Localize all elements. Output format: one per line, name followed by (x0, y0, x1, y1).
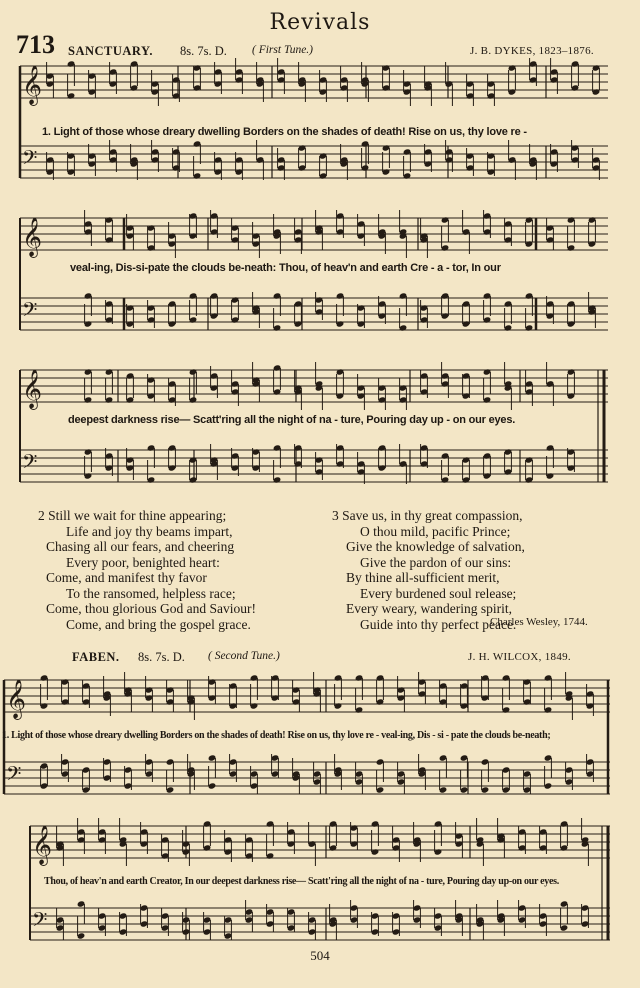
tune1-system-2 (0, 214, 640, 344)
treble-staff (4, 680, 610, 712)
tune2-name: FABEN. (72, 650, 120, 664)
verse-line: Every poor, benighted heart: (66, 554, 220, 570)
treble-clef-icon: 𝄞 (22, 65, 43, 105)
verse-line: By thine all-sufficient merit, (346, 570, 500, 585)
treble-clef-icon: 𝄞 (22, 217, 43, 257)
verse-line: Come, and manifest thy favor (46, 570, 207, 585)
barlines (124, 218, 536, 330)
bass-clef-icon: 𝄢 (22, 146, 38, 174)
bass-clef-icon: 𝄢 (22, 298, 38, 326)
page-number: 504 (310, 948, 330, 963)
verse-line: To the ransomed, helpless race; (66, 585, 236, 601)
hymn-number: 713 (16, 30, 55, 59)
verse-line: Give the knowledge of salvation, (346, 539, 525, 554)
verse-3 (332, 508, 525, 632)
treble-clef-icon: 𝄞 (22, 369, 43, 409)
tune1-lyric-line-1: 1. Light of those whose dreary dwelling Borders on the shades of death! Rise on us, thy love re - (42, 126, 527, 138)
bass-staff (30, 908, 610, 940)
tune2-composer: J. H. WILCOX, 1849. (468, 651, 571, 663)
verse-2 (38, 508, 256, 632)
tune1-note: ( First Tune.) (252, 44, 314, 56)
tune1-lyric-line-3: deepest darkness rise— Scatt'ring all the night of na - ture, Pouring day up - on our eyes. (68, 414, 516, 426)
tune2-lyric-line-2: Thou, of heav'n and earth Creator, In our deepest darkness rise— Scatt'ring all the night of na - ture, Pouring day up-on our eyes. (44, 876, 559, 887)
verse-line: Give the pardon of our sins: (360, 554, 512, 570)
tune1-meter: 8s. 7s. D. (180, 44, 227, 58)
bass-staff (20, 146, 608, 178)
tune2-system-1 (0, 676, 640, 806)
tune1-name: SANCTUARY. (68, 44, 154, 58)
section-title: Revivals (269, 10, 371, 35)
bass-staff (4, 762, 610, 794)
treble-clef-icon: 𝄞 (32, 825, 53, 865)
verse-line: Guide into thy perfect peace. (360, 616, 517, 632)
verse-line: 2 Still we wait for thine appearing; (38, 508, 227, 523)
tune2-note: ( Second Tune.) (208, 650, 280, 662)
verse-line: 3 Save us, in thy great compassion, (332, 508, 523, 523)
verse-line: Every weary, wandering spirit, (346, 601, 512, 616)
tune1-composer: J. B. DYKES, 1823–1876. (470, 45, 594, 57)
treble-clef-icon: 𝄞 (6, 679, 27, 719)
verse-line: Every burdened soul release; (360, 585, 517, 601)
treble-staff (20, 218, 608, 250)
tune1-lyric-line-2: veal-ing, Dis-si-pate the clouds be-neath: Thou, of heav'n and earth Cre - a - tor, In our (70, 262, 501, 274)
verse-line: Come, thou glorious God and Saviour! (46, 601, 256, 616)
tune1-system-3 (0, 366, 640, 496)
verse-line: Life and joy thy beams impart, (66, 523, 233, 539)
bass-clef-icon: 𝄢 (32, 908, 48, 936)
tune2-lyric-line-1: 1. Light of those whose dreary dwelling Borders on the shades of death! Rise on us, thy love re - veal-ing, Dis - si - pate the clouds be-neath; (2, 730, 551, 741)
verse-line: Come, and bring the gospel grace. (66, 616, 251, 632)
treble-staff (20, 66, 608, 98)
tune2-meter: 8s. 7s. D. (138, 650, 185, 664)
tune2-system-2 (0, 822, 640, 952)
verse-line: Chasing all our fears, and cheering (46, 539, 235, 554)
bass-clef-icon: 𝄢 (6, 762, 22, 790)
bass-clef-icon: 𝄢 (22, 450, 38, 478)
verse-author: Charles Wesley, 1744. (490, 616, 588, 628)
verse-line: O thou mild, pacific Prince; (360, 523, 511, 539)
